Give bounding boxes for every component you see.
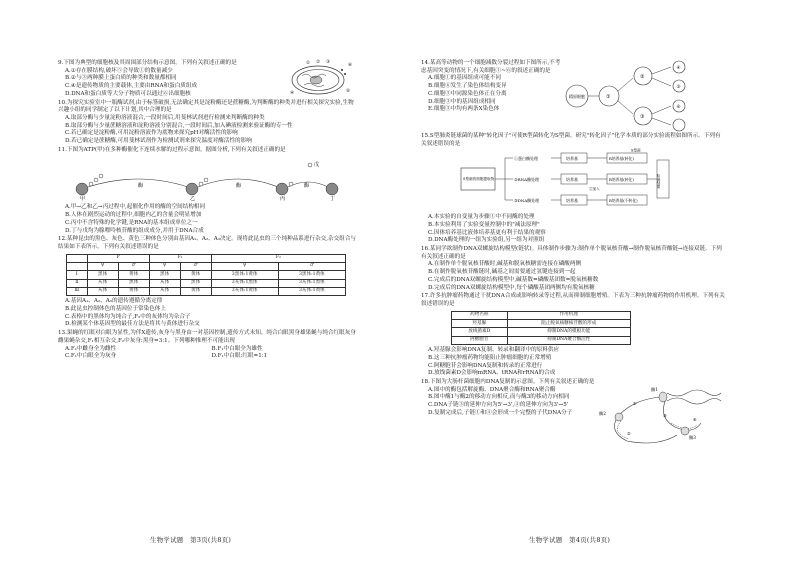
table-header: ♂ — [180, 262, 211, 270]
table-header: ♀ — [211, 262, 278, 270]
option-a: A.①存在膜结构,破坏⑤会导致①的数量减少 — [65, 67, 173, 74]
table-header — [67, 262, 88, 270]
strand-label-3: ③ — [663, 412, 667, 418]
flow-top-s: S型菌 — [631, 148, 641, 153]
option-c: C.因体培养基比液体培养基更有利于结果的观察 — [428, 229, 546, 236]
table-cell: 抑制DNA的模板功能 — [507, 328, 630, 336]
right-column — [421, 60, 725, 450]
option-d: D.若已确定是蔗糖酶,可用斐林试剂作为检测试剂来探究温度对酶活性的影响 — [65, 138, 252, 145]
table-row — [67, 271, 346, 279]
label-enzyme-3: 酶 — [304, 182, 310, 189]
atp-hydrolysis-diagram — [58, 155, 358, 201]
option-b: B.在制作脱氧核苷酸链时,碱基之间需要通过氢键连接到一起 — [428, 269, 576, 276]
option-a: A.F₁中雌身全为雌性 — [65, 345, 117, 352]
label-bing: 丙 — [280, 195, 286, 201]
option-c: C.DNA子链③的延伸方向为5'→3',④的延伸方向为3'→5' — [428, 402, 569, 409]
question-16 — [421, 246, 725, 292]
option-d: D.F₁中白眼:红眼=1:1 — [211, 353, 268, 360]
table-cell: 黑体 — [87, 271, 118, 279]
option-b: B.此昆虫控制体色的基因位于常染色体上 — [65, 306, 166, 313]
label-enzyme-1: 酶 — [138, 182, 144, 189]
flow-result-3: R培养基(不转化) — [609, 198, 638, 204]
option-e: E.细胞③中均有两条X染色体 — [428, 106, 500, 113]
fig-label-5: ⑤ — [346, 88, 351, 94]
question-stem: 18.下图为大肠杆菌细胞内DNA复制的示意图。下列有关叙述正确的是 — [421, 378, 595, 385]
label-jia: 甲 — [80, 195, 86, 201]
strand-label-2: ② — [627, 430, 631, 436]
option-a: A.图中的酶包括解旋酶、DNA聚合酶和RNA聚合酶 — [428, 386, 556, 393]
fig-label-4: ④ — [290, 90, 295, 96]
option-a: A.甲→乙和乙→丙过程中,起催化作用的酶的空间结构相同 — [65, 204, 206, 211]
option-c: C.完成后的DNA双螺旋结构模型中,碱基数=磷酸基团数=脱氧核糖数 — [428, 276, 599, 283]
fig-label-4: ④ — [676, 66, 681, 71]
fig-label-6: ⑥ — [348, 62, 353, 68]
flow-add: ②加入 — [589, 187, 600, 192]
option-c: C.④是遗传物质的主要载体,主要由RNA和蛋白质组成 — [65, 83, 198, 90]
option-d: D.检测某个体基因型的最佳方法是将其与黄体进行杂交 — [65, 321, 200, 328]
fig-label-3: ③ — [326, 59, 331, 65]
option-d: D.细胞③中的基因组成相同 — [428, 98, 496, 105]
flow-source: S型菌的细胞提取物 — [463, 177, 495, 182]
table-row — [452, 320, 631, 328]
table-cell: 3灰体:1黑体 — [278, 279, 345, 287]
option-d: D.丁与戊均为腺嘌呤核苷酸的组成成分,并用于DNA合成 — [65, 227, 204, 234]
option-a: A.在制作单个脱氧核苷酸时,碱基和脱氧核糖需连接在磷酸两侧 — [428, 261, 582, 268]
option-b: B.这三种抗肿瘤药物均能阻止肿瘤细胞的正常增殖 — [428, 354, 552, 361]
table-cell: 灰体 — [149, 287, 180, 295]
question-stem: 13.果蝇的红眼对白眼为显性,为伴X遗传,灰身与黑身由一对基因控制,遗传方式未知。纯合白眼黑身雄果蝇与纯合红眼灰身雌果蝇杂交,F₁相互杂交,F₂中灰身:黑身=3:1。下列哪种推理不可能出现 — [58, 330, 356, 344]
table-header: ♀ — [87, 262, 118, 270]
drug-table — [451, 311, 631, 345]
option-d: D.DNA和蛋白质等大分子物质可以通过⑥出细胞核 — [65, 90, 191, 97]
fig-label-2: ② — [640, 74, 645, 80]
table-header: ♀ — [149, 262, 180, 270]
fig-label-6: ⑥ — [676, 105, 681, 110]
table-cell: 黑体 — [149, 271, 180, 279]
cross-table — [66, 254, 346, 297]
question-17 — [421, 293, 725, 378]
option-c: C.表格中的黑体均为纯合子,F₂中的灰体均为杂合子 — [65, 313, 191, 320]
question-stem: 15.S型肺炎链球菌的某种"转化因子"可使R型菌转化为S型菌。研究"转化因子"化学本质的部分实验流程如图所示。下列有关叙述错误的是 — [421, 133, 721, 147]
table-cell: 黄体 — [180, 271, 211, 279]
table-cell: 黑体 — [118, 279, 149, 287]
page-footer: 生物学试题 第4页(共8页) — [529, 536, 611, 544]
fig-label-1: ① — [606, 94, 611, 100]
option-c: C.若已确定是淀粉酶,可用淀粉溶液作为底物来探究pH对酶活性的影响 — [65, 130, 238, 137]
option-b: B.②与③两种膜上蛋白质的种类和数量都相同 — [65, 75, 177, 82]
question-stem: 14.某高等动物的一个细胞减数分裂过程如下图所示,不考虑基因突变的情况下,有关细胞①~⑥的叙述正确的是 — [421, 60, 561, 74]
table-cell: 放线菌素D — [452, 328, 508, 336]
option-d: D.复制完成后,子链①和④会形成一个完整的子代DNA分子 — [428, 409, 573, 416]
flow-step-2: ②RNA酶处理 — [514, 177, 539, 183]
question-12 — [58, 236, 358, 329]
flow-result-1: R培养基(转化) — [609, 156, 634, 162]
fig-label-2: ② — [316, 59, 321, 65]
table-cell: 阿糖胞苷 — [452, 336, 508, 344]
table-cell: Ⅲ — [67, 287, 88, 295]
table-row — [452, 328, 631, 336]
option-a: A.取部分酶与少量淀粉溶液混合,一段时间后,用斐林试剂进行检测来判断酶的种类 — [65, 115, 265, 122]
flow-mid-1: 培养基 — [566, 156, 578, 162]
table-cell: 阻止脱氧核糖核苷酸的形成 — [507, 320, 630, 328]
fig-label-5: ⑤ — [676, 85, 681, 90]
option-c: C.丙中不含特殊的化学键,是RNA的基本组成单位之一 — [65, 219, 198, 226]
fig-label-3: ③ — [640, 114, 645, 120]
flow-mid-3: 培养基 — [566, 198, 578, 204]
cell-label: 精原细胞 — [569, 94, 585, 99]
table-cell: 黄体 — [180, 287, 211, 295]
table-cell: 灰体 — [87, 287, 118, 295]
option-c: C.阿糖胞苷会影响DNA复制和转录的正常进行 — [428, 362, 543, 369]
label-wu: 戊 — [314, 161, 320, 168]
question-10 — [58, 100, 358, 146]
fig-label-1: ① — [306, 60, 311, 66]
question-stem: 16.某同学欲制作DNA双螺旋结构模型(链状)。具体制作步骤为:制作单个脱氧核苷酸→制作脱氧核苷酸链→连接双链。下列有关叙述正确的是 — [421, 246, 722, 260]
dna-replication-diagram — [597, 387, 723, 449]
question-stem: 10.为探究实验室中一瓶酶试剂,由于标签破损,无法确定其是淀粉酶还是蔗糖酶,为判断酶的种类并进行相关探究实验,生物兴趣小组的同学制定了以下计划,其中合理的是 — [58, 99, 354, 114]
table-header: ♂ — [118, 262, 149, 270]
option-c: C.F₁中白眼全为灰身 — [65, 353, 117, 360]
option-b: B.本实验利用了实验变量控制中的"减法原理" — [428, 221, 540, 228]
question-stem: 12.某种昆虫的黑色、灰色、黄色三种体色分别由基因A₁、A₂、A₃决定。现将此昆虫的三个纯种品系进行杂交,杂交组合与结果如下表所示。下列有关叙述错误的是 — [58, 236, 357, 250]
strand-label-4: ④ — [693, 416, 697, 422]
label-ding: 丁 — [330, 195, 336, 201]
table-header: F₂ — [211, 254, 345, 262]
flow-check: 检测结果 — [657, 174, 661, 189]
question-stem: 11.下图为ATP(甲)在多种酶催化下连续水解的过程示意图。据图分析,下列有关叙述正确的是 — [58, 146, 286, 153]
option-d: D.完成后的DNA双螺旋结构模型中,每个磷酸基团两侧均有脱氧核糖 — [428, 284, 595, 291]
table-cell: 灰体 — [149, 279, 180, 287]
table-cell: 3黑体:1黄体 — [211, 271, 278, 279]
nucleus-diagram — [288, 58, 354, 98]
question-stem: 17.许多抗肿瘤药物通过干扰DNA合成或影响转录等过程,从而抑制细胞增殖。下表为三种抗肿瘤药物的作用机理。下列有关叙述错误的是 — [421, 293, 725, 308]
table-cell: Ⅰ — [67, 271, 88, 279]
strand-label-1: ① — [633, 400, 637, 406]
transformation-flow-diagram — [421, 148, 721, 210]
table-cell: Ⅱ — [67, 279, 88, 287]
label-enzyme-2: 酶2 — [599, 410, 606, 416]
table-cell: 3黑体:1黄体 — [278, 271, 345, 279]
option-a: A.本实验的自变量为步骤①中不同酶的处理 — [428, 214, 535, 221]
flow-mid-2: 培养基 — [566, 177, 578, 183]
question-11 — [58, 147, 358, 235]
label-enzyme-1: 酶1 — [651, 386, 658, 392]
option-a: A.细胞①的基因组成可能不同 — [428, 75, 501, 82]
table-cell: 灰体 — [87, 279, 118, 287]
option-d: D.放线菌素D会影响mRNA、tRNA和rRNA的合成 — [428, 370, 556, 377]
flow-step-1: ①蛋白酶处理 — [514, 156, 538, 162]
table-cell: 羟基脲 — [452, 320, 508, 328]
table-row — [67, 287, 346, 295]
table-cell: 黄体 — [118, 287, 149, 295]
question-18 — [421, 379, 725, 449]
option-a: A.羟基脲会影响DNA复制、转录和翻译中的原料供应 — [428, 347, 560, 354]
question-9 — [58, 60, 358, 99]
label-yi: 乙 — [190, 195, 196, 201]
option-b: B.取部分酶与少量蔗糖溶液和淀粉溶液分别混合,一段时间后,加入碘液检测来验证酶的专一性 — [65, 122, 293, 129]
question-15 — [421, 133, 725, 245]
option-b: B.人体在剧烈运动的过程中,细胞内乙的含量会明显增加 — [65, 212, 202, 219]
table-header — [67, 254, 88, 262]
page-4 — [397, 0, 794, 565]
table-cell: 3灰体:1黄体 — [278, 287, 345, 295]
label-enzyme-2: 酶 — [236, 182, 242, 189]
question-13 — [58, 330, 358, 361]
question-14 — [421, 60, 725, 132]
left-column — [58, 60, 358, 362]
table-header: P — [87, 254, 149, 262]
option-c: C.细胞③中同源染色体正在分离 — [428, 90, 507, 97]
table-cell: 3灰体:1黄体 — [211, 287, 278, 295]
table-cell: 黄体 — [118, 271, 149, 279]
table-header: ♂ — [278, 262, 345, 270]
table-cell: 抑制DNA聚合酶活性 — [507, 336, 630, 344]
option-b: B.细胞⑥发生了染色体结构变异 — [428, 83, 507, 90]
option-b: B.图中酶1与酶2的移动方向相反,而与酶3的移动方向相同 — [428, 394, 570, 401]
option-d: D.DNA酶处理的一组为实验组,另一组为对照组 — [428, 237, 545, 244]
page-footer: 生物学试题 第3页(共8页) — [150, 536, 232, 544]
option-b: B.F₁中白眼全为雄性 — [211, 345, 263, 352]
label-enzyme-3: 酶3 — [689, 434, 696, 440]
option-a: A.基因A₁、A₂、A₃的遗传遵循分离定律 — [65, 298, 163, 305]
table-header: 药物名称 — [452, 311, 508, 319]
question-stem: 9.下图为典型的细胞核及其周围部分结构示意图。下列有关叙述正确的是 — [58, 60, 237, 66]
meiosis-diagram — [561, 60, 721, 132]
table-cell: 3灰体:1黑体 — [211, 279, 278, 287]
table-header: F₁ — [149, 254, 211, 262]
table-row — [452, 336, 631, 344]
table-header: 作用机理 — [507, 311, 630, 319]
flow-result-2: R培养基(转化) — [609, 177, 634, 183]
table-cell: 黑体 — [180, 279, 211, 287]
flow-step-3: ③DNA酶处理 — [514, 198, 540, 204]
table-row — [67, 279, 346, 287]
